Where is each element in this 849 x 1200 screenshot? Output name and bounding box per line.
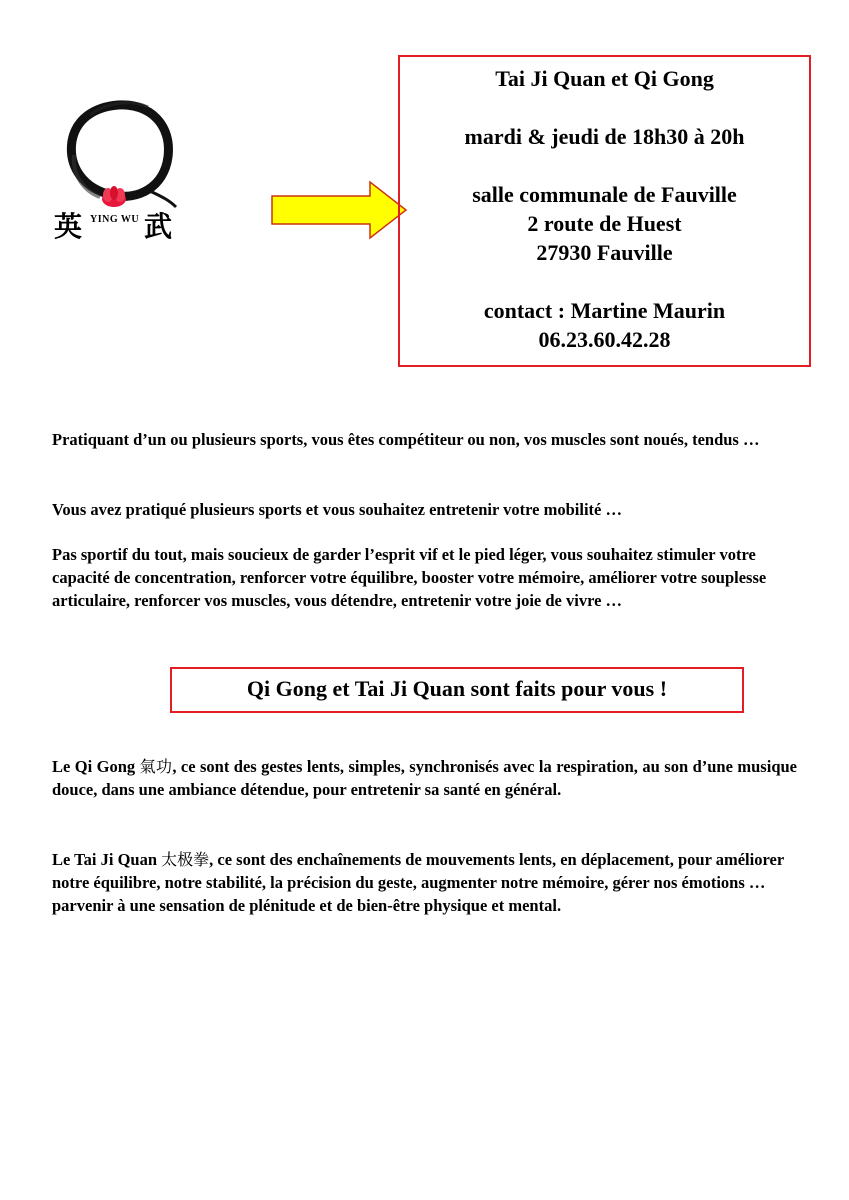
slogan-text: Qi Gong et Tai Ji Quan sont faits pour vous ! (246, 676, 668, 701)
lotus-flower-icon (98, 185, 130, 211)
intro-paragraph-3: Pas sportif du tout, mais soucieux de garder l’esprit vif et le pied léger, vous souhaitez stimuler votre capacité de concentration, renforcer votre équilibre, booster votre mémoire, améliorer votre souplesse articulaire, renforcer vos muscles, vous détendre, entretenir votre joie de vivre … (52, 545, 767, 610)
intro-paragraph-2: Vous avez pratiqué plusieurs sports et vous souhaitez entretenir votre mobilité … (52, 500, 622, 519)
logo-char-wu: 武 (144, 210, 173, 243)
qigong-paragraph (52, 755, 797, 801)
arrow-right-icon (270, 180, 410, 240)
taiji-paragraph (52, 848, 787, 917)
venue-city: 27930 Fauville (536, 240, 673, 265)
taiji-chinese: 太极拳 (161, 850, 210, 869)
ying-wu-logo (50, 95, 185, 250)
logo-char-ying: 英 (54, 210, 83, 243)
class-schedule: mardi & jeudi de 18h30 à 20h (464, 124, 745, 149)
logo-text: YING WU (90, 214, 140, 225)
contact-name: contact : Martine Maurin (483, 298, 726, 323)
class-info-box (398, 55, 811, 367)
intro-paragraph-1: Pratiquant d’un ou plusieurs sports, vous êtes compétiteur ou non, vos muscles sont noués, tendus … (52, 430, 760, 449)
qigong-lead: Le Qi Gong (52, 757, 140, 776)
qigong-text: , ce sont des gestes lents, simples, synchronisés avec la respiration, au son d’une musique douce, dans une ambiance détendue, pour entretenir sa santé en général. (52, 757, 797, 799)
taiji-lead: Le Tai Ji Quan (52, 850, 162, 869)
qigong-chinese: 氣功 (139, 757, 173, 776)
venue-name: salle communale de Fauville (472, 182, 737, 207)
class-title: Tai Ji Quan et Qi Gong (495, 66, 714, 91)
taiji-text: , ce sont des enchaînements de mouvements lents, en déplacement, pour améliorer notre équilibre, notre stabilité, la précision du geste, augmenter notre mémoire, gérer nos émotions … parvenir à une sensation de plénitude et de bien-être physique et mental. (52, 850, 784, 915)
venue-street: 2 route de Huest (527, 211, 682, 236)
slogan-box (170, 667, 744, 713)
contact-phone: 06.23.60.42.28 (538, 327, 671, 352)
